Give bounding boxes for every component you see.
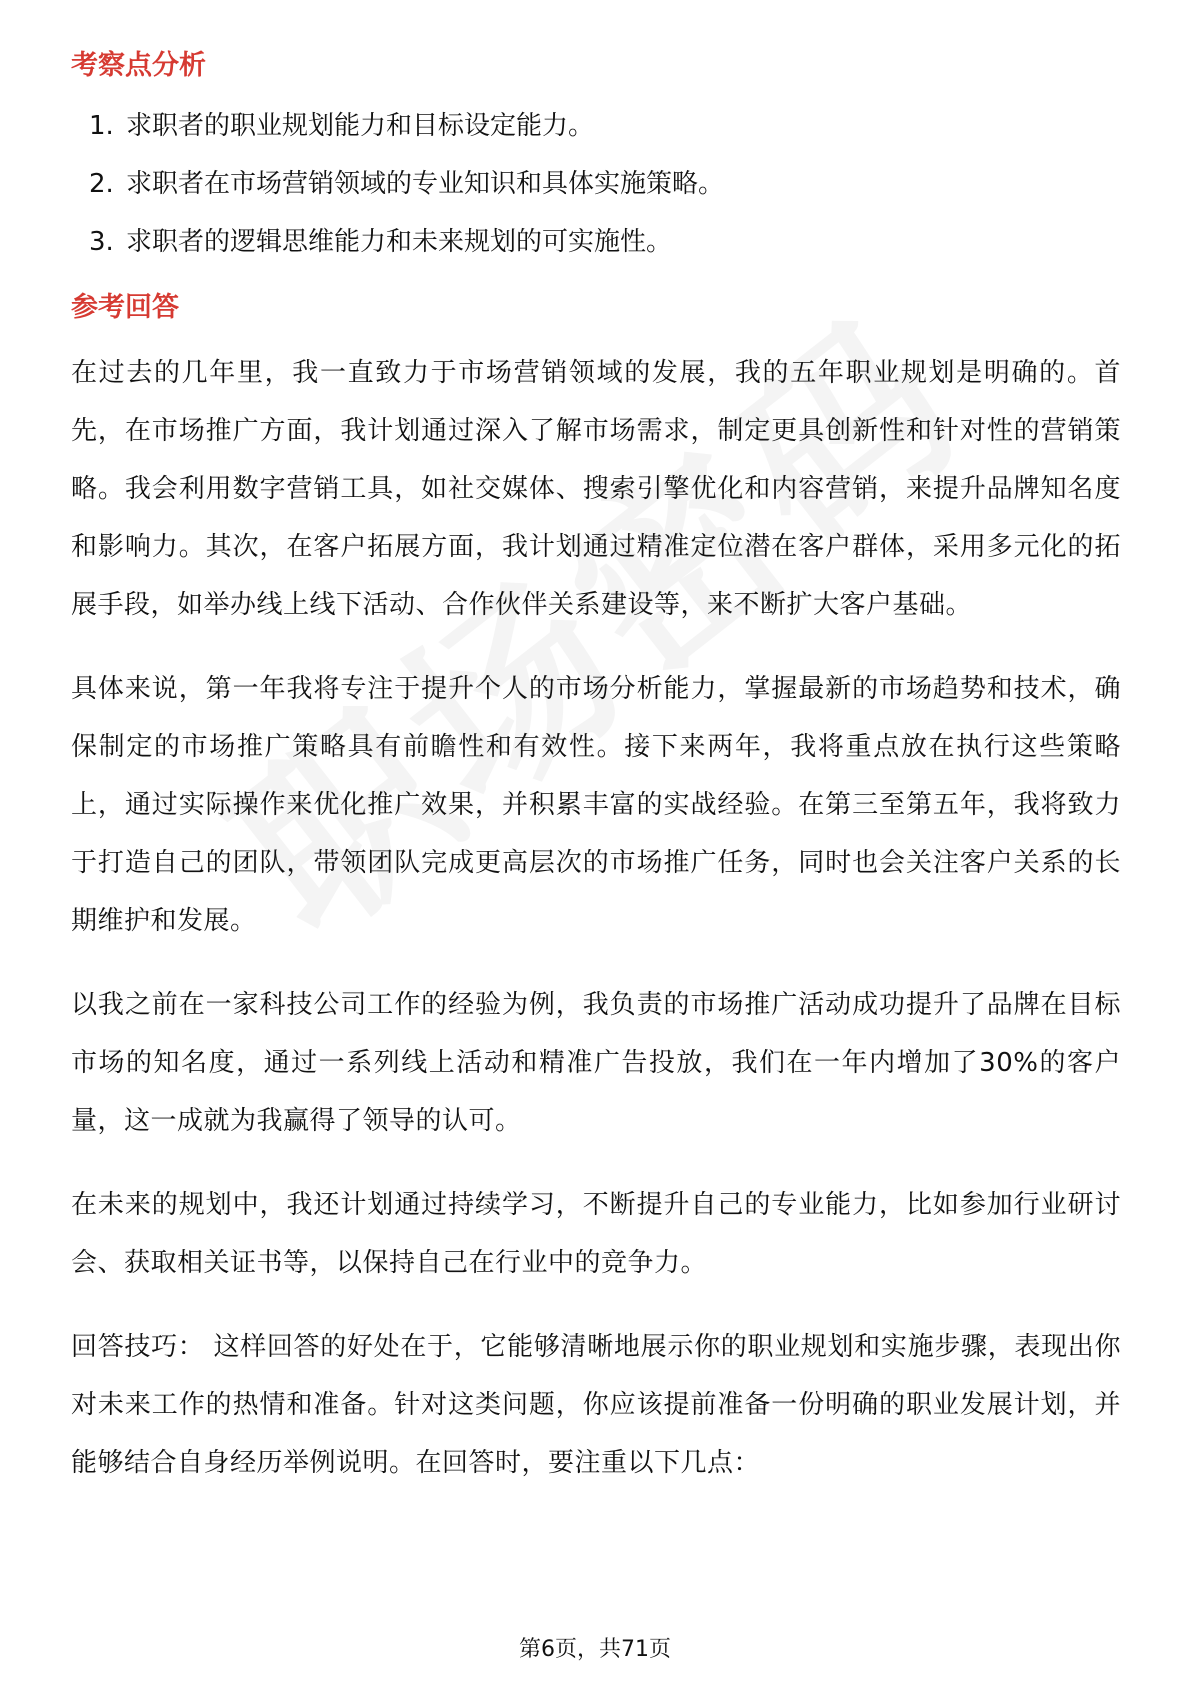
page-number-footer: 第6页，共71页 bbox=[519, 1637, 671, 1662]
list-item bbox=[71, 224, 1121, 282]
answer-paragraph-3: 以我之前在一家科技公司工作的经验为例，我负责的市场推广活动成功提升了品牌在目标市场的知名度，通过一系列线上活动和精准广告投放，我们在一年内增加了30%的客户量，这一成就为我赢得了领导的认可。 bbox=[71, 990, 1121, 1136]
analysis-heading: 考察点分析 bbox=[71, 50, 206, 81]
analysis-list bbox=[71, 108, 1121, 282]
list-item bbox=[71, 108, 1121, 166]
page-content bbox=[71, 46, 1121, 1492]
list-item-text: 求职者的逻辑思维能力和未来规划的可实施性。 bbox=[126, 227, 673, 257]
answer-paragraph-4: 在未来的规划中，我还计划通过持续学习，不断提升自己的专业能力，比如参加行业研讨会、获取相关证书等，以保持自己在行业中的竞争力。 bbox=[71, 1190, 1121, 1278]
answer-paragraph-1: 在过去的几年里，我一直致力于市场营销领域的发展，我的五年职业规划是明确的。首先，在市场推广方面，我计划通过深入了解市场需求，制定更具创新性和针对性的营销策略。我会利用数字营销工具，如社交媒体、搜索引擎优化和内容营销，来提升品牌知名度和影响力。其次，在客户拓展方面，我计划通过精准定位潜在客户群体，采用多元化的拓展手段，如举办线上线下活动、合作伙伴关系建设等，来不断扩大客户基础。 bbox=[71, 358, 1121, 620]
list-item-number: 3. bbox=[89, 227, 114, 257]
list-item-number: 2. bbox=[89, 169, 114, 199]
list-item-text: 求职者的职业规划能力和目标设定能力。 bbox=[126, 111, 595, 141]
answer-heading: 参考回答 bbox=[71, 292, 179, 323]
list-item-text: 求职者在市场营销领域的专业知识和具体实施策略。 bbox=[126, 169, 725, 199]
answer-tips-paragraph: 回答技巧： 这样回答的好处在于，它能够清晰地展示你的职业规划和实施步骤，表现出你对未来工作的热情和准备。针对这类问题，你应该提前准备一份明确的职业发展计划，并能够结合自身经历举例说明。在回答时，要注重以下几点： bbox=[71, 1332, 1121, 1478]
list-item bbox=[71, 166, 1121, 224]
answer-paragraph-2: 具体来说，第一年我将专注于提升个人的市场分析能力，掌握最新的市场趋势和技术，确保制定的市场推广策略具有前瞻性和有效性。接下来两年，我将重点放在执行这些策略上，通过实际操作来优化推广效果，并积累丰富的实战经验。在第三至第五年，我将致力于打造自己的团队，带领团队完成更高层次的市场推广任务，同时也会关注客户关系的长期维护和发展。 bbox=[71, 674, 1121, 936]
list-item-number: 1. bbox=[89, 111, 114, 141]
